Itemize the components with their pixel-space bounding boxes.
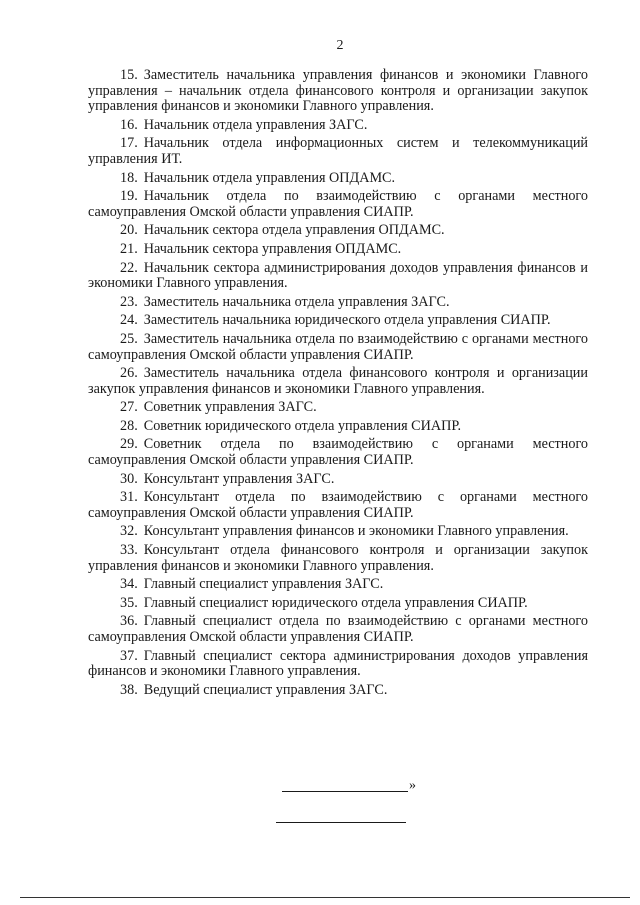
item-number: 20. — [120, 222, 138, 239]
item-number: 17. — [120, 135, 138, 152]
item-text: Консультант отдела по взаимодействию с органами местного самоуправления Омской области управления СИАПР. — [88, 489, 588, 521]
item-number: 25. — [120, 330, 138, 347]
item-text: Консультант управления финансов и экономики Главного управления. — [143, 523, 569, 540]
item-number: 36. — [120, 613, 138, 630]
item-text: Начальник отдела управления ОПДАМС. — [143, 169, 396, 186]
item-text: Заместитель начальника отдела управления ЗАГС. — [143, 293, 450, 310]
item-text: Заместитель начальника управления финансов и экономики Главного управления – начальник отдела финансового контроля и организации закупок управления финансов и экономики Главного управления. — [88, 67, 588, 115]
item-number: 19. — [120, 188, 138, 205]
list-item — [88, 472, 588, 488]
list-item — [88, 171, 588, 187]
list-item — [88, 543, 588, 574]
item-number: 30. — [120, 470, 138, 487]
list-item — [88, 577, 588, 593]
item-text: Советник юридического отдела управления СИАПР. — [143, 417, 462, 434]
list-item — [88, 295, 588, 311]
item-number: 18. — [120, 169, 138, 186]
list-item — [88, 437, 588, 468]
item-number: 24. — [120, 312, 138, 329]
item-text: Главный специалист управления ЗАГС. — [143, 576, 384, 593]
item-text: Главный специалист отдела по взаимодействию с органами местного самоуправления Омской области управления СИАПР. — [88, 613, 588, 645]
item-text: Заместитель начальника юридического отдела управления СИАПР. — [143, 312, 551, 329]
item-text: Консультант управления ЗАГС. — [143, 470, 335, 487]
list-item — [88, 223, 588, 239]
item-number: 21. — [120, 240, 138, 257]
item-text: Начальник сектора отдела управления ОПДАМС. — [143, 222, 445, 239]
position-list — [88, 68, 588, 701]
list-item — [88, 313, 588, 329]
list-item — [88, 136, 588, 167]
list-item — [88, 332, 588, 363]
list-item — [88, 649, 588, 680]
list-item — [88, 524, 588, 540]
item-text: Заместитель начальника отдела по взаимодействию с органами местного самоуправления Омской области управления СИАПР. — [88, 330, 588, 363]
item-number: 26. — [120, 365, 138, 382]
list-item — [88, 118, 588, 134]
item-text: Заместитель начальника отдела финансового контроля и организации закупок управления финансов и экономики Главного управления. — [88, 365, 588, 397]
list-item — [88, 596, 588, 612]
item-number: 31. — [120, 489, 138, 506]
item-text: Начальник отдела по взаимодействию с органами местного самоуправления Омской области управления СИАПР. — [88, 188, 588, 220]
item-number: 27. — [120, 399, 138, 416]
item-number: 15. — [120, 67, 138, 83]
list-item — [88, 614, 588, 645]
item-text: Начальник сектора управления ОПДАМС. — [143, 240, 402, 257]
item-number: 35. — [120, 594, 138, 611]
list-item — [88, 683, 588, 699]
list-item — [88, 261, 588, 292]
item-number: 28. — [120, 417, 138, 434]
page-bottom-rule — [20, 897, 630, 898]
list-item — [88, 189, 588, 220]
item-number: 22. — [120, 259, 138, 276]
item-number: 16. — [120, 116, 138, 133]
item-number: 37. — [120, 647, 138, 664]
item-number: 29. — [120, 436, 138, 453]
item-text: Главный специалист юридического отдела управления СИАПР. — [143, 594, 528, 611]
item-number: 38. — [120, 681, 138, 698]
list-item — [88, 400, 588, 416]
list-item — [88, 490, 588, 521]
item-number: 34. — [120, 576, 138, 593]
item-text: Советник управления ЗАГС. — [143, 399, 317, 416]
item-text: Ведущий специалист управления ЗАГС. — [143, 681, 388, 698]
list-item — [88, 68, 588, 115]
closing-quote: » — [409, 778, 416, 793]
closing-mark — [282, 778, 422, 794]
item-number: 32. — [120, 523, 138, 540]
item-text: Начальник отдела информационных систем и телекоммуникаций управления ИТ. — [88, 135, 588, 167]
list-item — [88, 419, 588, 435]
list-item — [88, 242, 588, 258]
item-text: Главный специалист сектора администрирования доходов управления финансов и экономики Главного управления. — [88, 647, 588, 680]
item-text: Консультант отдела финансового контроля и организации закупок управления финансов и экономики Главного управления. — [88, 542, 588, 574]
item-number: 33. — [120, 542, 138, 559]
page-number: 2 — [336, 38, 344, 53]
item-text: Начальник отдела управления ЗАГС. — [143, 116, 368, 133]
list-item — [88, 366, 588, 397]
item-number: 23. — [120, 293, 138, 310]
item-text: Советник отдела по взаимодействию с органами местного самоуправления Омской области управления СИАПР. — [88, 436, 588, 469]
signature-line — [276, 822, 406, 823]
closing-underline — [282, 791, 408, 792]
item-text: Начальник сектора администрирования доходов управления финансов и экономики Главного управления. — [88, 259, 588, 292]
